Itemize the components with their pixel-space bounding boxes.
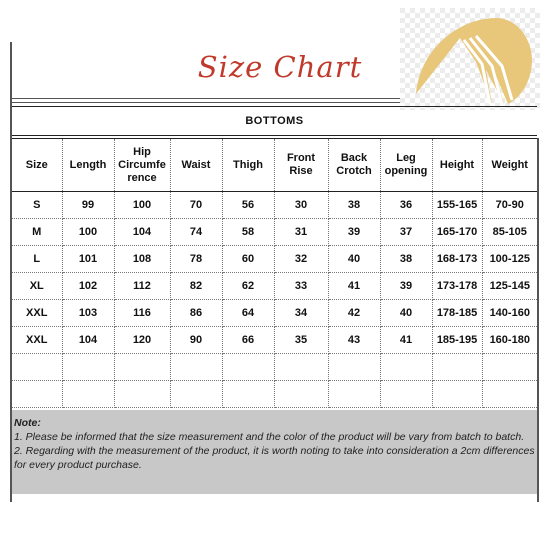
empty-cell (62, 354, 114, 381)
table-cell: 41 (328, 273, 380, 300)
table-cell: 42 (328, 300, 380, 327)
column-header: Back Crotch (328, 139, 380, 192)
divider (12, 98, 400, 99)
note-line: 2. Regarding with the measurement of the product, it is worth noting to take into consideration a 2cm differences for every product purchase. (14, 445, 535, 471)
size-label-cell: XL (12, 273, 62, 300)
empty-cell (380, 354, 432, 381)
table-cell: 90 (170, 327, 222, 354)
column-header: Thigh (222, 139, 274, 192)
column-header: Length (62, 139, 114, 192)
table-cell: 104 (114, 219, 170, 246)
table-cell: 74 (170, 219, 222, 246)
table-cell: 116 (114, 300, 170, 327)
table-cell: 140-160 (482, 300, 537, 327)
table-cell: 33 (274, 273, 328, 300)
empty-cell (274, 381, 328, 408)
table-cell: 168-173 (432, 246, 482, 273)
table-cell: 173-178 (432, 273, 482, 300)
table-cell: 185-195 (432, 327, 482, 354)
table-cell: 165-170 (432, 219, 482, 246)
empty-cell (380, 381, 432, 408)
note-line: 1. Please be informed that the size measurement and the color of the product will be vary from batch to batch. (14, 431, 525, 443)
table-cell: 40 (380, 300, 432, 327)
empty-cell (222, 381, 274, 408)
table-cell: 66 (222, 327, 274, 354)
table-cell: 43 (328, 327, 380, 354)
table-cell: 70-90 (482, 192, 537, 219)
table-cell: 104 (62, 327, 114, 354)
table-row (12, 192, 537, 219)
table-row (12, 246, 537, 273)
empty-cell (328, 354, 380, 381)
table-cell: 160-180 (482, 327, 537, 354)
table-cell: 35 (274, 327, 328, 354)
table-cell: 108 (114, 246, 170, 273)
size-label-cell: M (12, 219, 62, 246)
column-header: Height (432, 139, 482, 192)
table-cell: 101 (62, 246, 114, 273)
table-cell: 31 (274, 219, 328, 246)
table-cell: 100 (62, 219, 114, 246)
table-cell: 100 (114, 192, 170, 219)
table-cell: 38 (380, 246, 432, 273)
column-header: Leg opening (380, 139, 432, 192)
table-cell: 36 (380, 192, 432, 219)
size-label-cell: S (12, 192, 62, 219)
empty-cell (222, 354, 274, 381)
table-header-row (12, 139, 537, 192)
empty-cell (12, 381, 62, 408)
table-cell: 82 (170, 273, 222, 300)
table-cell: 99 (62, 192, 114, 219)
table-cell: 178-185 (432, 300, 482, 327)
column-header: Front Rise (274, 139, 328, 192)
empty-cell (12, 354, 62, 381)
column-header: Size (12, 139, 62, 192)
column-header: Hip Circumfe rence (114, 139, 170, 192)
table-row (12, 273, 537, 300)
table-cell: 64 (222, 300, 274, 327)
empty-cell (482, 381, 537, 408)
table-cell: 100-125 (482, 246, 537, 273)
table-cell: 62 (222, 273, 274, 300)
size-table (12, 138, 537, 408)
note-heading: Note: (14, 417, 41, 429)
table-cell: 41 (380, 327, 432, 354)
table-cell: 155-165 (432, 192, 482, 219)
table-cell: 125-145 (482, 273, 537, 300)
column-header: Weight (482, 139, 537, 192)
table-cell: 39 (328, 219, 380, 246)
table-cell: 102 (62, 273, 114, 300)
table-row (12, 300, 537, 327)
logo-icon (400, 8, 540, 110)
empty-cell (170, 381, 222, 408)
page-title: Size Chart (197, 50, 363, 84)
table-cell: 40 (328, 246, 380, 273)
size-label-cell: L (12, 246, 62, 273)
table-cell: 70 (170, 192, 222, 219)
table-cell: 60 (222, 246, 274, 273)
empty-cell (114, 354, 170, 381)
empty-cell (482, 354, 537, 381)
table-cell: 37 (380, 219, 432, 246)
empty-row (12, 354, 537, 381)
table-cell: 39 (380, 273, 432, 300)
table-cell: 85-105 (482, 219, 537, 246)
right-border (537, 138, 539, 502)
table-cell: 30 (274, 192, 328, 219)
column-header: Waist (170, 139, 222, 192)
section-label: BOTTOMS (12, 106, 537, 136)
empty-cell (62, 381, 114, 408)
table-cell: 38 (328, 192, 380, 219)
table-cell: 32 (274, 246, 328, 273)
table-cell: 34 (274, 300, 328, 327)
empty-cell (114, 381, 170, 408)
table-cell: 78 (170, 246, 222, 273)
table-row (12, 219, 537, 246)
divider (12, 102, 400, 103)
empty-cell (432, 354, 482, 381)
table-cell: 103 (62, 300, 114, 327)
table-cell: 112 (114, 273, 170, 300)
empty-cell (432, 381, 482, 408)
size-label-cell: XXL (12, 300, 62, 327)
empty-cell (328, 381, 380, 408)
table-cell: 86 (170, 300, 222, 327)
table-cell: 56 (222, 192, 274, 219)
table-cell: 120 (114, 327, 170, 354)
empty-cell (170, 354, 222, 381)
size-label-cell: XXL (12, 327, 62, 354)
empty-cell (274, 354, 328, 381)
table-row (12, 327, 537, 354)
note-box (12, 410, 537, 494)
empty-row (12, 381, 537, 408)
table-cell: 58 (222, 219, 274, 246)
